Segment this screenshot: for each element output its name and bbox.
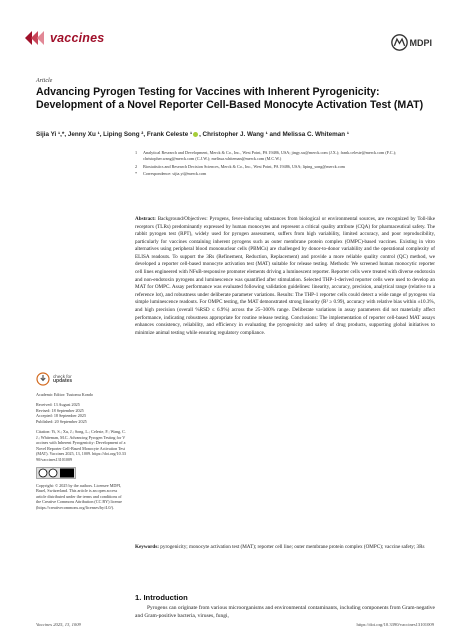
cc-license-badge[interactable] [36, 467, 126, 479]
creative-commons-icon [36, 467, 76, 479]
journal-logo[interactable] [24, 30, 104, 46]
affiliations [135, 150, 435, 178]
author-list [36, 131, 431, 138]
correspondence-text: Correspondence: sijia.yi@merck.com [143, 170, 207, 176]
mdpi-emblem-icon [391, 34, 408, 51]
keywords [135, 544, 435, 552]
journal-logo-icon [24, 30, 46, 46]
check-for-label: check for [53, 373, 72, 379]
correspondence [135, 171, 435, 177]
affiliation-2 [135, 164, 435, 170]
revised-date: Revised: 18 September 2025 [36, 407, 84, 413]
article-sidebar [36, 372, 126, 515]
check-for-updates-icon [36, 372, 50, 386]
article-dates [36, 402, 126, 424]
footer-citation: Vaccines 2025, 13, 1009 [36, 622, 81, 627]
orcid-icon[interactable] [193, 132, 198, 137]
header [24, 30, 434, 54]
accepted-date: Accepted: 18 September 2025 [36, 413, 87, 419]
affiliation-1 [135, 150, 435, 162]
keywords-label: Keywords: [135, 544, 159, 550]
abstract-label: Abstract: [135, 216, 156, 222]
article-type: Article [36, 78, 53, 84]
affiliation-number: * [135, 170, 138, 176]
intro-paragraph: Pyrogens can originate from various microorganisms and environmental contaminants, including components from Gram-negative and Gram-positive bacteria, viruses, fungi, [135, 605, 435, 619]
journal-name: vaccines [50, 31, 105, 45]
affiliation-number: 2 [135, 163, 138, 169]
affiliation-text: Analytical Research and Development, Merck & Co., Inc., West Point, PA 19486, USA; jingy.xu@merck.com (J.X.); frank.celeste@merck.com (F.C.); christopher.wang@merck.com (C.J.W.); melissa.whiteman@merck.com (M.C.W.) [143, 150, 397, 162]
academic-editor: Academic Editor: Tsutomu Kondo [36, 392, 94, 397]
citation: Citation: Yi, S.; Xu, J.; Song, L.; Celeste, F.; Wang, C.J.; Whiteman, M.C. Advancing Pyrogen Testing for Vaccines with Inherent Pyrogenicity: Development of a Novel Reporter Cell-Based Monocyte Activation Test (MAT). Vaccines 2025, 13, 1009. https://doi.org/10.3390/vaccines13101009 [36, 429, 126, 462]
section-heading: 1. Introduction [135, 593, 188, 602]
publisher-logo[interactable] [391, 34, 433, 51]
abstract-text: Background/Objectives: Pyrogens, fever-inducing substances from biological or environmental sources, are recognized by Toll-like receptors (TLRs) predominantly expressed by human monocytes and represent a critical quality attribute (CQA) for pharmaceutical safety. The rabbit pyrogen test (RPT), widely used for pyrogen assessment, suffers from high variability, limited accuracy, and poor reproducibility, particularly for vaccines containing inherent pyrogens such as outer membrane protein complex (OMPC)-based vaccines. Existing in vitro alternatives using peripheral blood mononuclear cells (PBMCs) are challenged by donor-to-donor variability and the operational complexity of ELISA readouts. To support the 3Rs (Refinement, Reduction, Replacement) and provide a more reliable quality control (QC) method, we developed a reporter cell-based monocyte activation test (MAT) suitable for release testing. Methods: We screened human monocytic reporter cell lines engineered with NFκB-responsive promoter elements driving a luminescent reporter. Reporter cells were treated with diverse endotoxin and non-endotoxin pyrogens and luminescence was quantified after stimulation. Selected THP-1-derived reporter cells were used to develop an MAT for OMPC. Assay performance was evaluated following validation guidelines: linearity, accuracy, precision, analytical range (relative to a reference lot), and robustness under deliberate parameter variations. Results: The THP-1 reporter cells could detect a wide range of pyrogens via simple luminescence readouts. For OMPC testing, the MAT demonstrated strong linearity (R² ≥ 0.99), accuracy with relative bias within ±10.3%, and high precision (overall %RSD ≤ 6.9%) across the 25–300% range. Deliberate variations in assay parameters did not materially affect performance, indicating robustness appropriate for routine release testing. Conclusions: The implementation of reporter cell-based MAT assays enhances consistency, reliability, and efficiency in evaluating the pyrogenicity and safety of drug products, supporting global initiatives to minimize animal testing while ensuring regulatory compliance. [135, 216, 435, 336]
abstract [135, 216, 435, 337]
article-title: Advancing Pyrogen Testing for Vaccines with Inherent Pyrogenicity: Development of a Novel Reporter Cell-Based Monocyte Activation Test (MAT) [36, 86, 424, 112]
authors-part-2: , Christopher J. Wang ¹ and Melissa C. Whiteman ¹ [199, 131, 349, 138]
received-date: Received: 13 August 2025 [36, 402, 80, 408]
keywords-text: pyrogenicity; monocyte activation test (MAT); reporter cell line; outer membrane protein complex (OMPC); vaccine safety; 3Rs [160, 544, 425, 550]
affiliation-text: Biostatistics and Research Decision Sciences, Merck & Co., Inc., West Point, PA 19486, USA; liping_song@merck.com [143, 163, 345, 169]
footer-doi-link[interactable]: https://doi.org/10.3390/vaccines13101009 [356, 622, 434, 627]
publisher-name: MDPI [409, 37, 432, 48]
check-for-updates[interactable] [36, 372, 126, 386]
updates-label: updates [53, 378, 73, 384]
authors-part-1: Sijia Yi ¹,*, Jenny Xu ¹, Liping Song ², Frank Celeste ¹ [36, 131, 193, 138]
affiliation-number: 1 [135, 150, 138, 155]
copyright-notice: Copyright: © 2025 by the authors. Licensee MDPI, Basel, Switzerland. This article is an open access article distributed under the terms and conditions of the Creative Commons Attribution (CC BY) license (https://creativecommons.org/licenses/by/4.0/). [36, 482, 123, 510]
published-date: Published: 20 September 2025 [36, 418, 87, 424]
